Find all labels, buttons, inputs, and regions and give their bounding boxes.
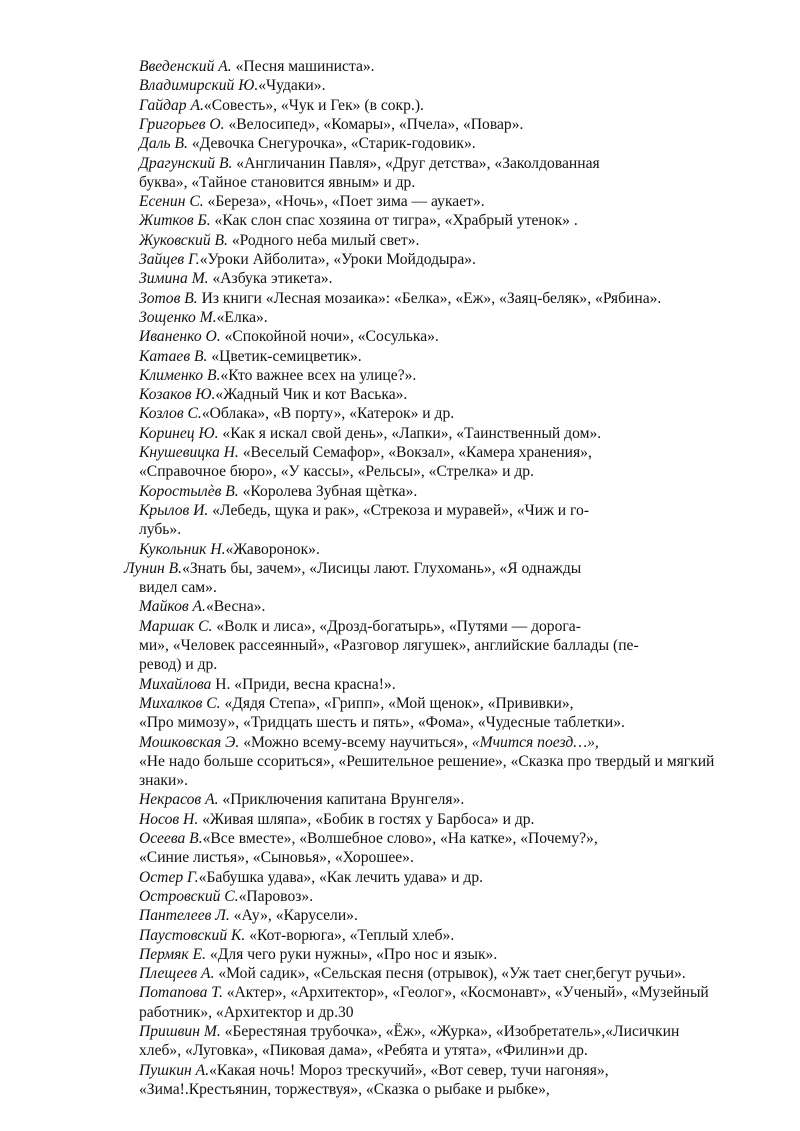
author-name: Крылов И. <box>139 501 213 519</box>
author-name: Паустовский К. <box>139 926 250 944</box>
author-name: Маршак С. <box>139 617 217 635</box>
works-text: «Спокойной ночи», «Сосулька». <box>224 328 439 346</box>
author-name: Осеева В. <box>139 830 203 847</box>
author-name: Кнушевицка Н. <box>139 444 243 461</box>
list-item <box>139 500 759 521</box>
list-item <box>139 191 759 212</box>
works-text: «Елка». <box>216 308 268 326</box>
author-name: Клименко В. <box>139 366 221 384</box>
list-item <box>139 1079 759 1100</box>
author-name: Зотов В. <box>139 289 202 307</box>
list-item <box>139 403 759 424</box>
author-name: Зощенко М. <box>139 308 217 326</box>
works-text: хлеб», «Луговка», «Пиковая дама», «Ребята и утята», «Филин»и др. <box>139 1042 588 1060</box>
author-name: Михайлова <box>139 675 216 693</box>
works-text: «Веселый Семафор», «Вокзал», «Камера хранения», <box>242 444 592 461</box>
author-name: Некрасов А. <box>139 791 223 809</box>
author-name: Плещеев А. <box>139 965 219 983</box>
author-name: Есенин С. <box>139 193 208 211</box>
list-item <box>139 925 759 946</box>
list-item <box>139 288 759 309</box>
list-item <box>139 75 759 96</box>
author-name: Катаев В. <box>139 347 212 365</box>
works-text: «Чудаки». <box>258 77 326 95</box>
author-name: Введенский А. <box>139 58 236 75</box>
works-text: «Совесть», «Чук и Гек» (в сокр.). <box>203 96 424 114</box>
works-text: «Цветик-семицветик». <box>211 347 362 365</box>
author-name: Гайдар А. <box>139 96 204 114</box>
author-name: Пушкин А. <box>139 1061 210 1079</box>
works-text: ревод) и др. <box>139 656 218 674</box>
list-item <box>139 384 759 405</box>
works-text: «Королева Зубная щѐтка». <box>242 482 418 500</box>
list-item <box>139 867 759 888</box>
list-item <box>139 577 759 598</box>
list-item <box>139 1060 759 1081</box>
works-text: «Про мимозу», «Тридцать шесть и пять», «Фома», «Чудесные таблетки». <box>139 714 625 732</box>
works-text: «Песня машиниста». <box>235 58 375 75</box>
works-text: «Лебедь, щука и рак», «Стрекоза и муравей», «Чиж и го- <box>212 501 590 519</box>
list-item <box>139 828 759 849</box>
list-item <box>139 153 759 174</box>
author-name: Зимина М. <box>139 270 213 288</box>
list-item <box>139 847 759 868</box>
list-item <box>139 307 759 328</box>
list-item <box>139 944 759 965</box>
works-text: работник», «Архитектор и др.30 <box>139 1003 354 1021</box>
works-text: «Кто важнее всех на улице?». <box>220 366 417 384</box>
list-item <box>139 789 759 810</box>
works-text: «Ау», «Карусели». <box>233 907 358 925</box>
author-name: Михалков С. <box>139 694 225 712</box>
works-text: «Приключения капитана Врунгеля». <box>222 791 465 809</box>
works-text: «Уроки Айболита», «Уроки Мойдодыра». <box>199 251 476 268</box>
list-item <box>139 519 759 540</box>
list-item <box>139 230 759 251</box>
works-text: «Велосипед», «Комары», «Пчела», «Повар». <box>228 115 524 133</box>
list-item <box>124 558 744 579</box>
works-text: «Весна». <box>205 598 266 616</box>
list-item <box>139 693 759 714</box>
author-name: Мошковская Э. <box>139 733 244 751</box>
author-name: Потапова Т. <box>139 984 227 1002</box>
list-item <box>139 596 759 617</box>
list-item <box>139 326 759 347</box>
list-item <box>139 346 759 367</box>
works-text: «Зима!.Крестьянин, торжествуя», «Сказка о рыбаке и рыбке», <box>139 1080 550 1098</box>
list-item <box>139 249 759 270</box>
list-item <box>139 1040 759 1061</box>
list-item <box>139 172 759 193</box>
author-name: Зайцев Г. <box>139 251 200 268</box>
list-item <box>139 1021 759 1042</box>
works-text: «Не надо больше ссориться», «Решительное решение», «Сказка про твердый и мягкий <box>139 752 715 770</box>
works-text: «Бабушка удава», «Как лечить удава» и др. <box>198 868 484 886</box>
works-text: «Облака», «В порту», «Катерок» и др. <box>201 405 455 423</box>
list-item <box>139 95 759 116</box>
author-name: Григорьев О. <box>139 115 229 133</box>
list-item <box>139 423 759 444</box>
author-name: Носов Н. <box>139 810 203 828</box>
works-text: Н. «Приди, весна красна!». <box>215 675 396 693</box>
works-text: «Справочное бюро», «У кассы», «Рельсы», «Стрелка» и др. <box>139 463 534 481</box>
works-text: «Можно всему-всему научиться», <box>243 733 472 751</box>
works-text: буква», «Тайное становится явным» и др. <box>139 173 416 191</box>
list-item <box>139 654 759 675</box>
list-item <box>139 268 759 289</box>
list-item <box>139 886 759 907</box>
works-text: «Волк и лиса», «Дрозд-богатырь», «Путями — дорога- <box>216 617 581 635</box>
works-text: Из книги «Лесная мозаика»: «Белка», «Еж», «Заяц-беляк», «Рябина». <box>201 289 662 307</box>
works-text: «Девочка Снегурочка», «Старик-годовик». <box>191 135 476 153</box>
list-item <box>139 133 759 154</box>
works-text: «Актер», «Архитектор», «Геолог», «Космонавт», «Ученый», «Музейный <box>226 984 709 1002</box>
author-name: Драгунский В. <box>139 154 237 172</box>
author-name: Коринец Ю. <box>139 424 223 442</box>
works-text: «Береза», «Ночь», «Поет зима — аукает». <box>207 193 485 211</box>
list-item <box>139 114 759 135</box>
author-name: Владимирский Ю. <box>139 77 259 95</box>
author-name: Лунин В. <box>124 559 183 577</box>
author-name: Островский С. <box>139 887 239 905</box>
works-text: «Жаворонок». <box>225 540 320 558</box>
list-item <box>139 809 759 830</box>
works-text: «Паровоз». <box>238 887 314 905</box>
works-text: знаки». <box>139 772 189 790</box>
works-text: «Какая ночь! Мороз трескучий», «Вот север, тучи нагоняя», <box>209 1061 609 1079</box>
author-name: Кукольник Н. <box>139 540 226 558</box>
works-text: «Кот-ворюга», «Теплый хлеб». <box>249 926 455 944</box>
works-text: «Берестяная трубочка», «Ёж», «Журка», «Изобретатель»,«Лисичкин <box>224 1023 680 1040</box>
works-text: «Живая шляпа», «Бобик в гостях у Барбоса» и др. <box>202 810 535 828</box>
works-text: «Как я искал свой день», «Лапки», «Таинственный дом». <box>222 424 602 442</box>
author-name: Жуковский В. <box>139 231 232 249</box>
author-name: Иваненко О. <box>139 328 225 346</box>
works-text: «Знать бы, зачем», «Лисицы лают. Глухомань», «Я однажды <box>182 559 582 577</box>
works-text: «Родного неба милый свет». <box>231 231 420 249</box>
author-name: Козлов С. <box>139 405 202 423</box>
works-text: ми», «Человек рассеянный», «Разговор лягушек», английские баллады (пе- <box>139 637 639 654</box>
author-name: Даль В. <box>139 135 192 153</box>
list-item <box>139 674 759 695</box>
works-text: «Дядя Степа», «Грипп», «Мой щенок», «Прививки», <box>224 694 574 712</box>
works-text: «Мой садик», «Сельская песня (отрывок), «Уж тает снег,бегут ручьи». <box>218 965 686 983</box>
list-item <box>139 365 759 386</box>
list-item <box>139 751 759 772</box>
author-name: Майков А. <box>139 598 206 616</box>
list-item <box>139 770 759 791</box>
author-name: Козаков Ю. <box>139 386 216 404</box>
list-item <box>139 442 759 463</box>
list-item <box>139 56 759 77</box>
works-text: «Синие листья», «Сыновья», «Хорошее». <box>139 849 414 867</box>
list-item <box>139 963 759 984</box>
author-name: Пантелеев Л. <box>139 907 234 925</box>
works-text: «Жадный Чик и кот Васька». <box>215 386 408 404</box>
works-text: «Для чего руки нужны», «Про нос и язык». <box>209 945 498 963</box>
author-name: Пришвин М. <box>139 1023 225 1040</box>
works-text: видел сам». <box>139 579 217 597</box>
works-text-italic: «Мчится поезд…», <box>471 733 599 751</box>
works-text: «Все вместе», «Волшебное слово», «На катке», «Почему?», <box>202 830 598 847</box>
works-text: «Азбука этикета». <box>212 270 333 288</box>
list-item <box>139 982 759 1003</box>
works-text: «Англичанин Павля», «Друг детства», «Заколдованная <box>236 154 600 172</box>
author-name: Пермяк Е. <box>139 945 210 963</box>
list-item <box>139 481 759 502</box>
author-name: Житков Б. <box>139 212 215 230</box>
works-text: «Как слон спас хозяина от тигра», «Храбрый утенок» . <box>214 212 578 230</box>
list-item <box>139 1002 759 1023</box>
list-item <box>139 732 759 753</box>
list-item <box>139 712 759 733</box>
works-text: лубь». <box>139 521 182 539</box>
author-name: Остер Г. <box>139 868 199 886</box>
list-item <box>139 539 759 560</box>
list-item <box>139 461 759 482</box>
list-item <box>139 635 759 656</box>
author-name: Коростылѐв В. <box>139 482 243 500</box>
list-item <box>139 905 759 926</box>
list-item <box>139 210 759 231</box>
list-item <box>139 616 759 637</box>
